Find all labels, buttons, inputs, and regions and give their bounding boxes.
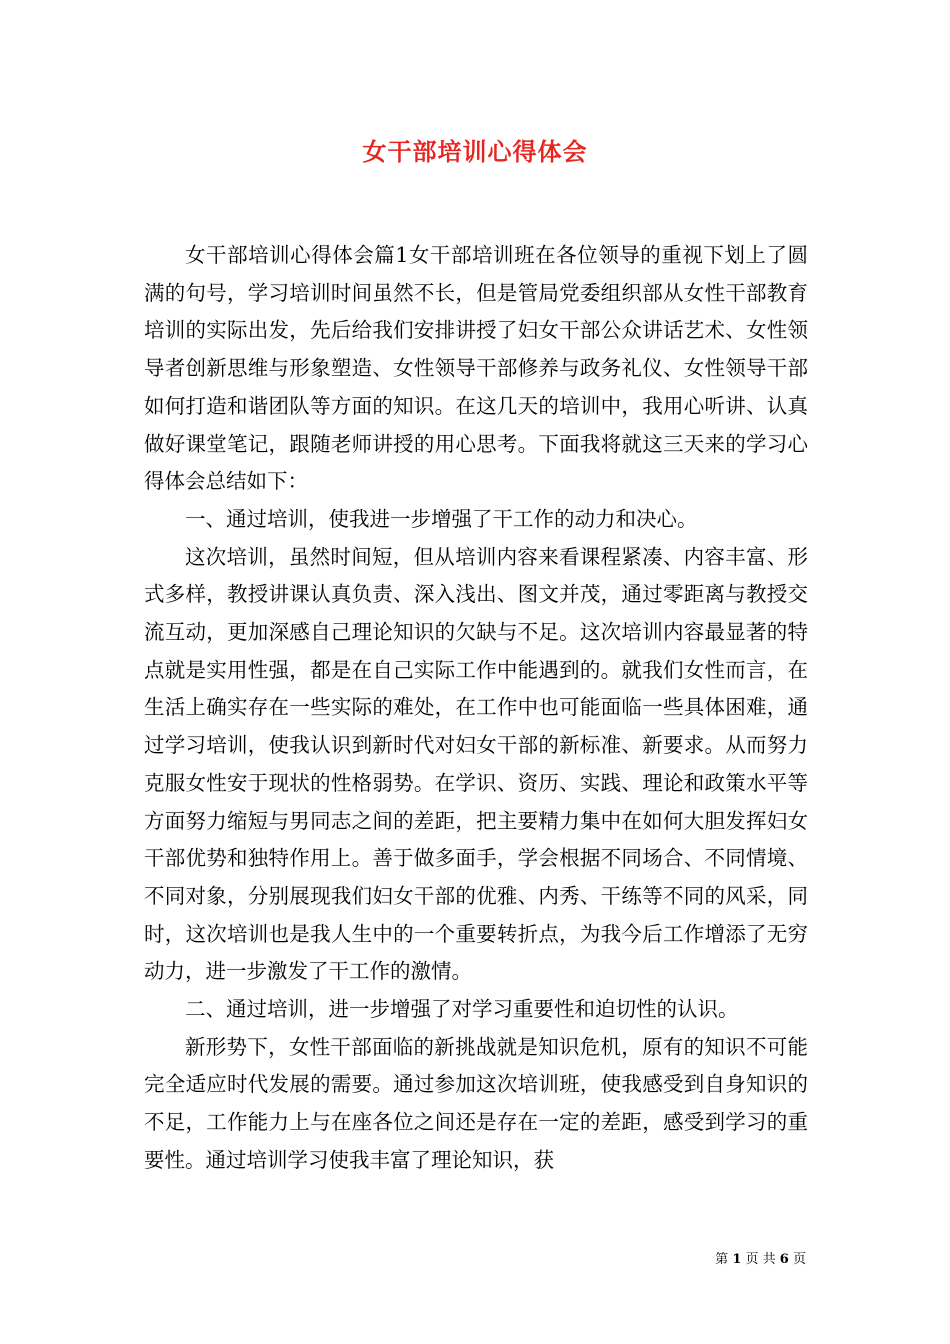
paragraph-section-1: 这次培训，虽然时间短，但从培训内容来看课程紧凑、内容丰富、形式多样，教授讲课认真负责、深入浅出、图文并茂，通过零距离与教授交流互动，更加深感自己理论知识的欠缺与不足。这次培训内容最显著的特点就是实用性强，都是在自己实际工作中能遇到的。就我们女性而言，在生活上确实存在一些实际的难处，在工作中也可能面临一些具体困难，通过学习培训，使我认识到新时代对妇女干部的新标准、新要求。从而努力克服女性安于现状的性格弱势。在学识、资历、实践、理论和政策水平等方面努力缩短与男同志之间的差距，把主要精力集中在如何大胆发挥妇女干部优势和独特作用上。善于做多面手，学会根据不同场合、不同情境、不同对象，分别展现我们妇女干部的优雅、内秀、干练等不同的风采，同时，这次培训也是我人生中的一个重要转折点，为我今后工作增添了无穷动力，进一步激发了干工作的激情。 xyxy=(144,544,808,984)
section-heading-1: 一、通过培训，使我进一步增强了干工作的动力和决心。 xyxy=(185,506,698,531)
paragraph-intro: 女干部培训心得体会篇1女干部培训班在各位领导的重视下划上了圆满的句号，学习培训时间虽然不长，但是管局党委组织部从女性干部教育培训的实际出发，先后给我们安排讲授了妇女干部公众讲话艺术、女性领导者创新思维与形象塑造、女性领导干部修养与政务礼仪、女性领导干部如何打造和谐团队等方面的知识。在这几天的培训中，我用心听讲、认真做好课堂笔记，跟随老师讲授的用心思考。下面我将就这三天来的学习心得体会总结如下： xyxy=(144,243,808,494)
paragraph-section-2: 新形势下，女性干部面临的新挑战就是知识危机，原有的知识不可能完全适应时代发展的需要。通过参加这次培训班，使我感受到自身知识的不足，工作能力上与在座各位之间还是存在一定的差距，感受到学习的重要性。通过培训学习使我丰富了理论知识，获 xyxy=(144,1034,808,1172)
document-body xyxy=(144,237,808,1180)
document-title: 女干部培训心得体会 xyxy=(362,137,588,166)
footer-current-page: 1 xyxy=(732,1252,742,1267)
footer-total-pages: 6 xyxy=(779,1252,789,1267)
footer-suffix: 页 xyxy=(792,1252,806,1267)
section-heading-2: 二、通过培训，进一步增强了对学习重要性和迫切性的认识。 xyxy=(185,997,739,1022)
footer-prefix: 第 xyxy=(715,1252,729,1267)
page-footer xyxy=(715,1248,806,1267)
footer-middle: 页 共 xyxy=(745,1252,776,1267)
